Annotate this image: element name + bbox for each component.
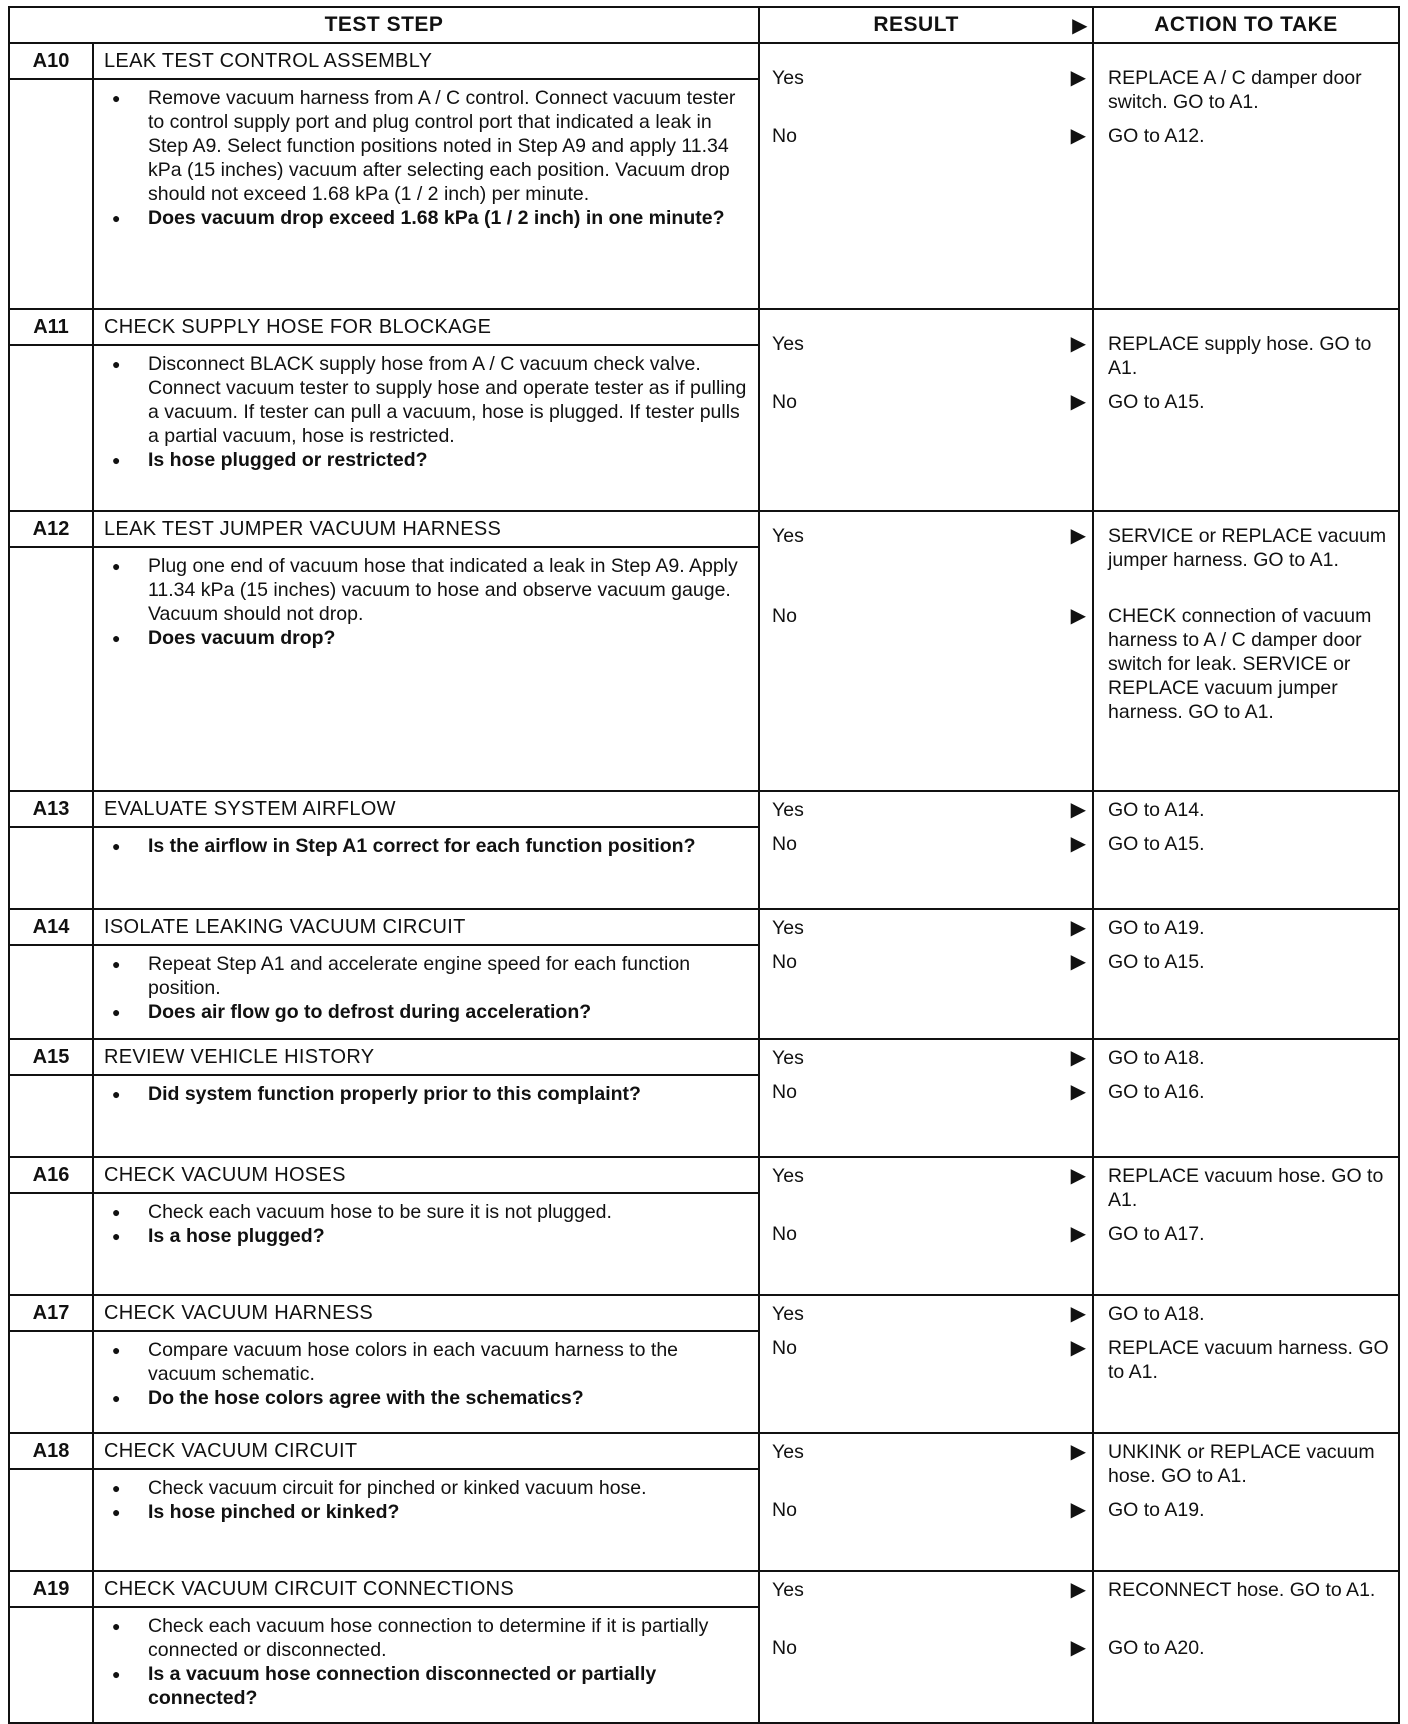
step-title: CHECK VACUUM CIRCUIT CONNECTIONS	[93, 1571, 759, 1607]
arrow-icon: ▶	[1070, 391, 1087, 413]
step-id-spacer	[9, 547, 93, 791]
step-title: LEAK TEST JUMPER VACUUM HARNESS	[93, 511, 759, 547]
step-procedure	[93, 1193, 759, 1295]
result-label: No	[772, 391, 797, 413]
step-results	[759, 1039, 1093, 1157]
procedure-bullets	[104, 1476, 748, 1524]
action-text: REPLACE vacuum harness. GO to A1.	[1108, 1337, 1389, 1383]
step-id-spacer	[9, 1075, 93, 1157]
procedure-question: ● Is the airflow in Step A1 correct for each function position?	[104, 834, 748, 858]
arrow-icon: ▶	[1070, 799, 1087, 821]
arrow-icon: ▶	[1070, 951, 1087, 973]
action-text: GO to A14.	[1108, 799, 1205, 821]
step-id: A16	[9, 1157, 93, 1193]
result-label: No	[772, 1081, 797, 1103]
result-label: Yes	[772, 67, 804, 89]
arrow-icon: ▶	[1070, 1441, 1087, 1463]
step-id-spacer	[9, 1193, 93, 1295]
arrow-icon: ▶	[1070, 1579, 1087, 1601]
procedure-question: ● Is hose pinched or kinked?	[104, 1500, 748, 1524]
procedure-bullets	[104, 86, 748, 230]
result-label: No	[772, 951, 797, 973]
step-title-row	[9, 791, 1399, 827]
arrow-icon: ▶	[1070, 1081, 1087, 1103]
procedure-question: ● Do the hose colors agree with the schematics?	[104, 1386, 748, 1410]
step-id: A11	[9, 309, 93, 345]
action-text: GO to A15.	[1108, 391, 1205, 413]
step-results	[759, 511, 1093, 791]
procedure-question: ● Does air flow go to defrost during acceleration?	[104, 1000, 748, 1024]
arrow-icon: ▶	[1070, 1047, 1087, 1069]
procedure-instruction: ● Check vacuum circuit for pinched or kinked vacuum hose.	[104, 1476, 748, 1500]
action-text: GO to A18.	[1108, 1303, 1205, 1325]
step-actions	[1093, 1157, 1399, 1295]
step-id-spacer	[9, 345, 93, 511]
step-results	[759, 791, 1093, 909]
arrow-icon: ▶	[1070, 1303, 1087, 1325]
procedure-instruction: ● Repeat Step A1 and accelerate engine speed for each function position.	[104, 952, 748, 1000]
procedure-question: ● Does vacuum drop?	[104, 626, 748, 650]
result-label: Yes	[772, 1165, 804, 1187]
procedure-bullets	[104, 834, 748, 858]
step-title-row	[9, 1571, 1399, 1607]
procedure-question: ● Did system function properly prior to this complaint?	[104, 1082, 748, 1106]
procedure-instruction: ● Check each vacuum hose to be sure it is not plugged.	[104, 1200, 748, 1224]
action-text: GO to A18.	[1108, 1047, 1205, 1069]
procedure-question: ● Does vacuum drop exceed 1.68 kPa (1 / 2 inch) in one minute?	[104, 206, 748, 230]
step-results	[759, 1295, 1093, 1433]
step-id-spacer	[9, 945, 93, 1039]
step-procedure	[93, 1331, 759, 1433]
result-label: Yes	[772, 917, 804, 939]
step-id: A19	[9, 1571, 93, 1607]
step-actions	[1093, 511, 1399, 791]
step-procedure	[93, 79, 759, 309]
procedure-instruction: ● Remove vacuum harness from A / C control. Connect vacuum tester to control supply port and plug control port that indicated a leak in Step A9. Select function positions noted in Step A9 and apply 11.34 kPa (15 inches) vacuum after selecting each position. Vacuum drop should not exceed 1.68 kPa (1 / 2 inch) per minute.	[104, 86, 748, 206]
action-text: RECONNECT hose. GO to A1.	[1108, 1579, 1376, 1601]
action-text: GO to A12.	[1108, 125, 1205, 147]
procedure-bullets	[104, 554, 748, 650]
table-body	[9, 43, 1399, 1723]
result-label: Yes	[772, 333, 804, 355]
step-results	[759, 309, 1093, 511]
step-procedure	[93, 945, 759, 1039]
action-text: GO to A19.	[1108, 1499, 1205, 1521]
diagnostic-table	[8, 6, 1400, 1724]
procedure-instruction: ● Plug one end of vacuum hose that indicated a leak in Step A9. Apply 11.34 kPa (15 inches) vacuum to hose and observe vacuum gauge. Vacuum should not drop.	[104, 554, 748, 626]
result-label: Yes	[772, 799, 804, 821]
step-title-row	[9, 1295, 1399, 1331]
step-procedure	[93, 1075, 759, 1157]
step-actions	[1093, 43, 1399, 309]
result-label: Yes	[772, 1047, 804, 1069]
procedure-bullets	[104, 952, 748, 1024]
step-procedure	[93, 1607, 759, 1723]
step-results	[759, 43, 1093, 309]
step-results	[759, 909, 1093, 1039]
procedure-instruction: ● Disconnect BLACK supply hose from A / C vacuum check valve. Connect vacuum tester to supply hose and operate tester as if pulling a vacuum. If tester can pull a vacuum, hose is plugged. If tester pulls a partial vacuum, hose is restricted.	[104, 352, 748, 448]
procedure-question: ● Is a vacuum hose connection disconnected or partially connected?	[104, 1662, 748, 1710]
step-title: LEAK TEST CONTROL ASSEMBLY	[93, 43, 759, 79]
step-title: CHECK VACUUM HOSES	[93, 1157, 759, 1193]
step-title-row	[9, 1157, 1399, 1193]
step-results	[759, 1433, 1093, 1571]
step-id-spacer	[9, 1607, 93, 1723]
procedure-question: ● Is hose plugged or restricted?	[104, 448, 748, 472]
step-title-row	[9, 909, 1399, 945]
result-label: No	[772, 833, 797, 855]
result-label: No	[772, 605, 797, 627]
action-text: REPLACE vacuum hose. GO to A1.	[1108, 1165, 1384, 1211]
step-id-spacer	[9, 827, 93, 909]
action-text: GO to A20.	[1108, 1637, 1205, 1659]
header-test-step: TEST STEP	[9, 7, 759, 43]
arrow-icon: ▶	[1070, 605, 1087, 627]
step-title: EVALUATE SYSTEM AIRFLOW	[93, 791, 759, 827]
header-result-label: RESULT	[873, 12, 959, 36]
header-result	[759, 7, 1093, 43]
action-text: GO to A17.	[1108, 1223, 1205, 1245]
arrow-icon: ▶	[1070, 1499, 1087, 1521]
step-title: CHECK VACUUM CIRCUIT	[93, 1433, 759, 1469]
step-id: A13	[9, 791, 93, 827]
step-procedure	[93, 1469, 759, 1571]
procedure-bullets	[104, 1614, 748, 1710]
procedure-instruction: ● Compare vacuum hose colors in each vacuum harness to the vacuum schematic.	[104, 1338, 748, 1386]
action-text: GO to A16.	[1108, 1081, 1205, 1103]
arrow-icon: ▶	[1070, 125, 1087, 147]
step-id: A15	[9, 1039, 93, 1075]
procedure-bullets	[104, 1082, 748, 1106]
arrow-icon: ▶	[1072, 14, 1089, 37]
step-actions	[1093, 1571, 1399, 1723]
step-procedure	[93, 345, 759, 511]
header-action: ACTION TO TAKE	[1093, 7, 1399, 43]
arrow-icon: ▶	[1070, 1637, 1087, 1659]
step-id-spacer	[9, 79, 93, 309]
step-id: A17	[9, 1295, 93, 1331]
diagnostic-table-page	[8, 6, 1400, 1724]
step-id: A14	[9, 909, 93, 945]
step-actions	[1093, 1295, 1399, 1433]
step-id: A12	[9, 511, 93, 547]
step-id: A18	[9, 1433, 93, 1469]
arrow-icon: ▶	[1070, 833, 1087, 855]
procedure-bullets	[104, 1338, 748, 1410]
action-text: CHECK connection of vacuum harness to A / C damper door switch for leak. SERVICE or REPLACE vacuum jumper harness. GO to A1.	[1108, 605, 1372, 723]
procedure-instruction: ● Check each vacuum hose connection to determine if it is partially connected or disconnected.	[104, 1614, 748, 1662]
table-header-row	[9, 7, 1399, 43]
result-label: No	[772, 125, 797, 147]
action-text: SERVICE or REPLACE vacuum jumper harness. GO to A1.	[1108, 525, 1387, 571]
result-label: No	[772, 1337, 797, 1359]
arrow-icon: ▶	[1070, 67, 1087, 89]
arrow-icon: ▶	[1070, 1223, 1087, 1245]
step-actions	[1093, 791, 1399, 909]
step-title-row	[9, 511, 1399, 547]
action-text: GO to A15.	[1108, 833, 1205, 855]
step-title: CHECK VACUUM HARNESS	[93, 1295, 759, 1331]
step-results	[759, 1571, 1093, 1723]
step-id-spacer	[9, 1469, 93, 1571]
procedure-question: ● Is a hose plugged?	[104, 1224, 748, 1248]
result-label: No	[772, 1637, 797, 1659]
step-title: ISOLATE LEAKING VACUUM CIRCUIT	[93, 909, 759, 945]
procedure-bullets	[104, 352, 748, 472]
result-label: Yes	[772, 1441, 804, 1463]
step-title-row	[9, 309, 1399, 345]
result-label: Yes	[772, 1579, 804, 1601]
step-title-row	[9, 1433, 1399, 1469]
step-actions	[1093, 1039, 1399, 1157]
result-label: No	[772, 1223, 797, 1245]
step-title: CHECK SUPPLY HOSE FOR BLOCKAGE	[93, 309, 759, 345]
step-actions	[1093, 309, 1399, 511]
arrow-icon: ▶	[1070, 525, 1087, 547]
step-actions	[1093, 909, 1399, 1039]
step-title-row	[9, 43, 1399, 79]
step-results	[759, 1157, 1093, 1295]
result-label: Yes	[772, 525, 804, 547]
step-title: REVIEW VEHICLE HISTORY	[93, 1039, 759, 1075]
action-text: GO to A15.	[1108, 951, 1205, 973]
action-text: REPLACE A / C damper door switch. GO to A1.	[1108, 67, 1362, 113]
arrow-icon: ▶	[1070, 917, 1087, 939]
step-id: A10	[9, 43, 93, 79]
step-actions	[1093, 1433, 1399, 1571]
step-id-spacer	[9, 1331, 93, 1433]
action-text: GO to A19.	[1108, 917, 1205, 939]
arrow-icon: ▶	[1070, 333, 1087, 355]
procedure-bullets	[104, 1200, 748, 1248]
result-label: No	[772, 1499, 797, 1521]
step-procedure	[93, 827, 759, 909]
step-procedure	[93, 547, 759, 791]
step-title-row	[9, 1039, 1399, 1075]
action-text: UNKINK or REPLACE vacuum hose. GO to A1.	[1108, 1441, 1375, 1487]
arrow-icon: ▶	[1070, 1337, 1087, 1359]
action-text: REPLACE supply hose. GO to A1.	[1108, 333, 1372, 379]
arrow-icon: ▶	[1070, 1165, 1087, 1187]
result-label: Yes	[772, 1303, 804, 1325]
